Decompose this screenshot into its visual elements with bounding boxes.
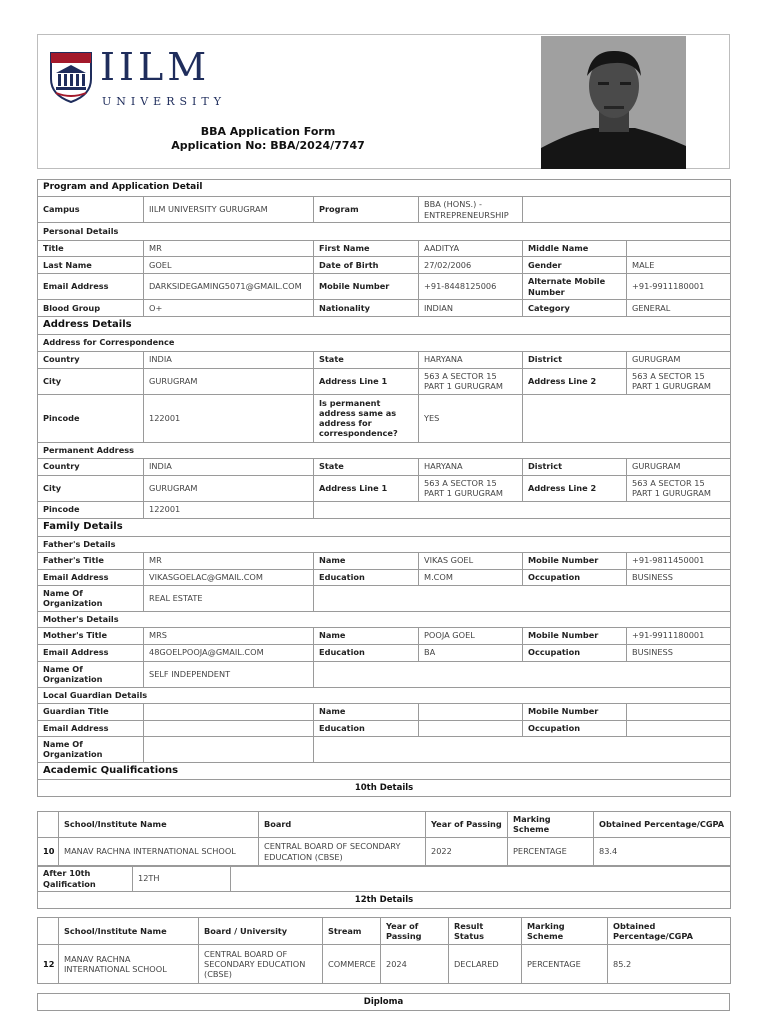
gender-value: MALE [627, 257, 731, 274]
guardian-education-value [419, 720, 523, 736]
same-address-label: Is permanent address same as address for correspondence? [314, 394, 419, 442]
academic-section-title: Academic Qualifications [38, 762, 731, 780]
education-label: Education [314, 569, 419, 585]
mother-title-value: MRS [144, 627, 314, 644]
mobile-label: Mobile Number [314, 274, 419, 300]
index-header [38, 918, 59, 945]
score-value: 83.4 [594, 837, 731, 866]
corr-state-value: HARYANA [419, 351, 523, 368]
perm-line2-value: 563 A SECTOR 15 PART 1 GURUGRAM [627, 475, 731, 501]
father-title-label: Father's Title [38, 552, 144, 569]
corr-line2-value: 563 A SECTOR 15 PART 1 GURUGRAM [627, 368, 731, 394]
logo-wordmark: IILM [100, 45, 211, 89]
address-line2-label: Address Line 2 [523, 368, 627, 394]
corr-line1-value: 563 A SECTOR 15 PART 1 GURUGRAM [419, 368, 523, 394]
name-label: Name [314, 552, 419, 569]
name-label: Name [314, 627, 419, 644]
campus-value: IILM UNIVERSITY GURUGRAM [144, 197, 314, 223]
board-value: CENTRAL BOARD OF SECONDARY EDUCATION (CBSE) [199, 945, 323, 984]
score-header: Obtained Percentage/CGPA [594, 812, 731, 838]
education-label: Education [314, 720, 419, 736]
mother-details-title: Mother's Details [38, 611, 731, 627]
country-label: Country [38, 458, 144, 475]
mobile-label: Mobile Number [523, 703, 627, 720]
mother-education-value: BA [419, 644, 523, 661]
twelfth-details-title: 12th Details [38, 892, 731, 909]
address-line2-label: Address Line 2 [523, 475, 627, 501]
guardian-title-value [144, 703, 314, 720]
program-value: BBA (HONS.) - ENTREPRENEURSHIP [419, 197, 523, 223]
nationality-value: INDIAN [419, 300, 523, 317]
empty-cell [314, 736, 731, 762]
applicant-photo [541, 36, 686, 169]
tenth-details-table [37, 811, 731, 867]
row-index: 10 [38, 837, 59, 866]
alt-mobile-label: Alternate Mobile Number [523, 274, 627, 300]
city-label: City [38, 368, 144, 394]
education-label: Education [314, 644, 419, 661]
diploma-table [37, 993, 730, 1011]
empty-cell [523, 394, 731, 442]
guardian-email-value [144, 720, 314, 736]
mother-email-value: 48GOELPOOJA@GMAIL.COM [144, 644, 314, 661]
district-label: District [523, 351, 627, 368]
scheme-header: Marking Scheme [508, 812, 594, 838]
occupation-label: Occupation [523, 569, 627, 585]
row-index: 12 [38, 945, 59, 984]
board-header: Board [259, 812, 426, 838]
after-tenth-value: 12TH [133, 866, 231, 892]
country-label: Country [38, 351, 144, 368]
category-value: GENERAL [627, 300, 731, 317]
address-line1-label: Address Line 1 [314, 475, 419, 501]
organization-label: Name Of Organization [38, 585, 144, 611]
perm-city-value: GURUGRAM [144, 475, 314, 501]
occupation-label: Occupation [523, 720, 627, 736]
pincode-label: Pincode [38, 394, 144, 442]
father-name-value: VIKAS GOEL [419, 552, 523, 569]
program-section-title: Program and Application Detail [38, 180, 731, 197]
father-mobile-value: +91-9811450001 [627, 552, 731, 569]
tenth-details-title: 10th Details [38, 780, 731, 797]
school-header: School/Institute Name [59, 918, 199, 945]
guardian-mobile-value [627, 703, 731, 720]
index-header [38, 812, 59, 838]
nationality-label: Nationality [314, 300, 419, 317]
blood-group-label: Blood Group [38, 300, 144, 317]
guardian-details-title: Local Guardian Details [38, 687, 731, 703]
last-name-label: Last Name [38, 257, 144, 274]
corr-city-value: GURUGRAM [144, 368, 314, 394]
corr-district-value: GURUGRAM [627, 351, 731, 368]
guardian-org-value [144, 736, 314, 762]
school-value: MANAV RACHNA INTERNATIONAL SCHOOL [59, 837, 259, 866]
board-header: Board / University [199, 918, 323, 945]
school-value: MANAV RACHNA INTERNATIONAL SCHOOL [59, 945, 199, 984]
table-row [38, 837, 731, 866]
application-number: Application No: BBA/2024/7747 [171, 139, 365, 152]
state-label: State [314, 351, 419, 368]
email-label: Email Address [38, 720, 144, 736]
email-label: Email Address [38, 274, 144, 300]
email-label: Email Address [38, 644, 144, 661]
address-line1-label: Address Line 1 [314, 368, 419, 394]
empty-cell [314, 661, 731, 687]
logo-subtitle: UNIVERSITY [102, 95, 226, 108]
corr-pincode-value: 122001 [144, 394, 314, 442]
mother-name-value: POOJA GOEL [419, 627, 523, 644]
after-tenth-table [37, 865, 731, 909]
year-header: Year of Passing [426, 812, 508, 838]
alt-mobile-value: +91-9911180001 [627, 274, 731, 300]
city-label: City [38, 475, 144, 501]
pincode-label: Pincode [38, 501, 144, 518]
year-value: 2024 [381, 945, 449, 984]
title-value: MR [144, 241, 314, 257]
mother-mobile-value: +91-9911180001 [627, 627, 731, 644]
same-address-value: YES [419, 394, 523, 442]
dob-value: 27/02/2006 [419, 257, 523, 274]
middle-name-value [627, 241, 731, 257]
guardian-occupation-value [627, 720, 731, 736]
year-header: Year of Passing [381, 918, 449, 945]
mother-org-value: SELF INDEPENDENT [144, 661, 314, 687]
guardian-title-label: Guardian Title [38, 703, 144, 720]
gender-label: Gender [523, 257, 627, 274]
perm-line1-value: 563 A SECTOR 15 PART 1 GURUGRAM [419, 475, 523, 501]
scheme-header: Marking Scheme [522, 918, 608, 945]
father-details-title: Father's Details [38, 536, 731, 552]
perm-state-value: HARYANA [419, 458, 523, 475]
occupation-label: Occupation [523, 644, 627, 661]
mother-title-label: Mother's Title [38, 627, 144, 644]
dob-label: Date of Birth [314, 257, 419, 274]
middle-name-label: Middle Name [523, 241, 627, 257]
twelfth-details-table [37, 917, 731, 984]
address-section-title: Address Details [38, 317, 731, 335]
score-header: Obtained Percentage/CGPA [608, 918, 731, 945]
state-label: State [314, 458, 419, 475]
perm-country-value: INDIA [144, 458, 314, 475]
blood-group-value: O+ [144, 300, 314, 317]
father-occupation-value: BUSINESS [627, 569, 731, 585]
first-name-label: First Name [314, 241, 419, 257]
after-tenth-label: After 10th Qalification [38, 866, 133, 892]
crest-icon [48, 49, 94, 103]
corr-country-value: INDIA [144, 351, 314, 368]
campus-label: Campus [38, 197, 144, 223]
last-name-value: GOEL [144, 257, 314, 274]
category-label: Category [523, 300, 627, 317]
perm-pincode-value: 122001 [144, 501, 314, 518]
email-label: Email Address [38, 569, 144, 585]
stream-header: Stream [323, 918, 381, 945]
result-status-header: Result Status [449, 918, 522, 945]
district-label: District [523, 458, 627, 475]
name-label: Name [314, 703, 419, 720]
father-education-value: M.COM [419, 569, 523, 585]
school-header: School/Institute Name [59, 812, 259, 838]
application-details-table [37, 179, 731, 797]
father-email-value: VIKASGOELAC@GMAIL.COM [144, 569, 314, 585]
email-value: DARKSIDEGAMING5071@GMAIL.COM [144, 274, 314, 300]
organization-label: Name Of Organization [38, 661, 144, 687]
father-org-value: REAL ESTATE [144, 585, 314, 611]
correspondence-address-title: Address for Correspondence [38, 334, 731, 351]
diploma-title: Diploma [38, 994, 730, 1011]
organization-label: Name Of Organization [38, 736, 144, 762]
mother-occupation-value: BUSINESS [627, 644, 731, 661]
title-label: Title [38, 241, 144, 257]
perm-district-value: GURUGRAM [627, 458, 731, 475]
table-row [38, 945, 731, 984]
mobile-value: +91-8448125006 [419, 274, 523, 300]
first-name-value: AADITYA [419, 241, 523, 257]
scheme-value: PERCENTAGE [522, 945, 608, 984]
score-value: 85.2 [608, 945, 731, 984]
personal-section-title: Personal Details [38, 223, 731, 241]
empty-cell [314, 585, 731, 611]
father-title-value: MR [144, 552, 314, 569]
board-value: CENTRAL BOARD OF SECONDARY EDUCATION (CBSE) [259, 837, 426, 866]
scheme-value: PERCENTAGE [508, 837, 594, 866]
guardian-name-value [419, 703, 523, 720]
iilm-logo [48, 45, 248, 108]
empty-cell [314, 501, 731, 518]
empty-cell [523, 197, 731, 223]
stream-value: COMMERCE [323, 945, 381, 984]
form-title: BBA Application Form [200, 125, 336, 138]
mobile-label: Mobile Number [523, 627, 627, 644]
year-value: 2022 [426, 837, 508, 866]
program-label: Program [314, 197, 419, 223]
result-status-value: DECLARED [449, 945, 522, 984]
empty-cell [231, 866, 731, 892]
form-header [37, 34, 730, 169]
permanent-address-title: Permanent Address [38, 442, 731, 458]
family-section-title: Family Details [38, 518, 731, 536]
mobile-label: Mobile Number [523, 552, 627, 569]
